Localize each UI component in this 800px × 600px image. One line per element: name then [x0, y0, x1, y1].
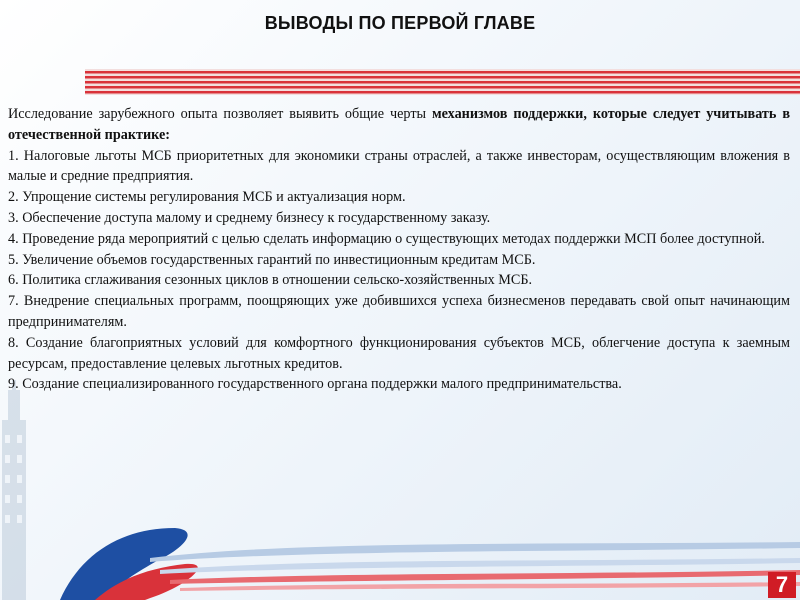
- list-item: 1. Налоговые льготы МСБ приоритетных для экономики страны отраслей, а также инвесторам, осуществляющим вложения в малые и средние предприятия.: [8, 147, 790, 185]
- slide-content: [8, 104, 790, 395]
- list-item: 9. Создание специализированного государственного органа поддержки малого предпринимательства.: [8, 376, 622, 393]
- list-item: 2. Упрощение системы регулирования МСБ и актуализация норм.: [8, 189, 406, 206]
- list-item: 7. Внедрение специальных программ, поощряющих уже добившихся успеха бизнесменов передавать свой опыт начинающим предпринимателям.: [8, 293, 790, 330]
- slide-title: ВЫВОДЫ ПО ПЕРВОЙ ГЛАВЕ: [264, 13, 536, 33]
- list-item: 6. Политика сглаживания сезонных циклов в отношении сельско-хозяйственных МСБ.: [8, 272, 533, 289]
- page-number-badge: 7: [768, 572, 796, 598]
- list-item: 3. Обеспечение доступа малому и среднему бизнесу к государственному заказу.: [8, 209, 491, 226]
- intro-bold-text: механизмов поддержки, которые следует учитывать в отечественной практике:: [8, 106, 790, 143]
- list-item: 8. Создание благоприятных условий для комфортного функционирования субъектов МСБ, облегчение доступа к заемным ресурсам, предоставление целевых льготных кредитов.: [8, 334, 790, 372]
- list-item: 4. Проведение ряда мероприятий с целью сделать информацию о существующих методах поддержки МСП более доступной.: [8, 230, 765, 247]
- intro-text: Исследование зарубежного опыта позволяет выявить общие черты: [8, 106, 432, 122]
- list-item: 5. Увеличение объемов государственных гарантий по инвестиционным кредитам МСБ.: [8, 251, 536, 268]
- decorative-stripes: [85, 69, 800, 95]
- flag-wave-decoration: [0, 500, 800, 600]
- intro-paragraph: [8, 104, 790, 146]
